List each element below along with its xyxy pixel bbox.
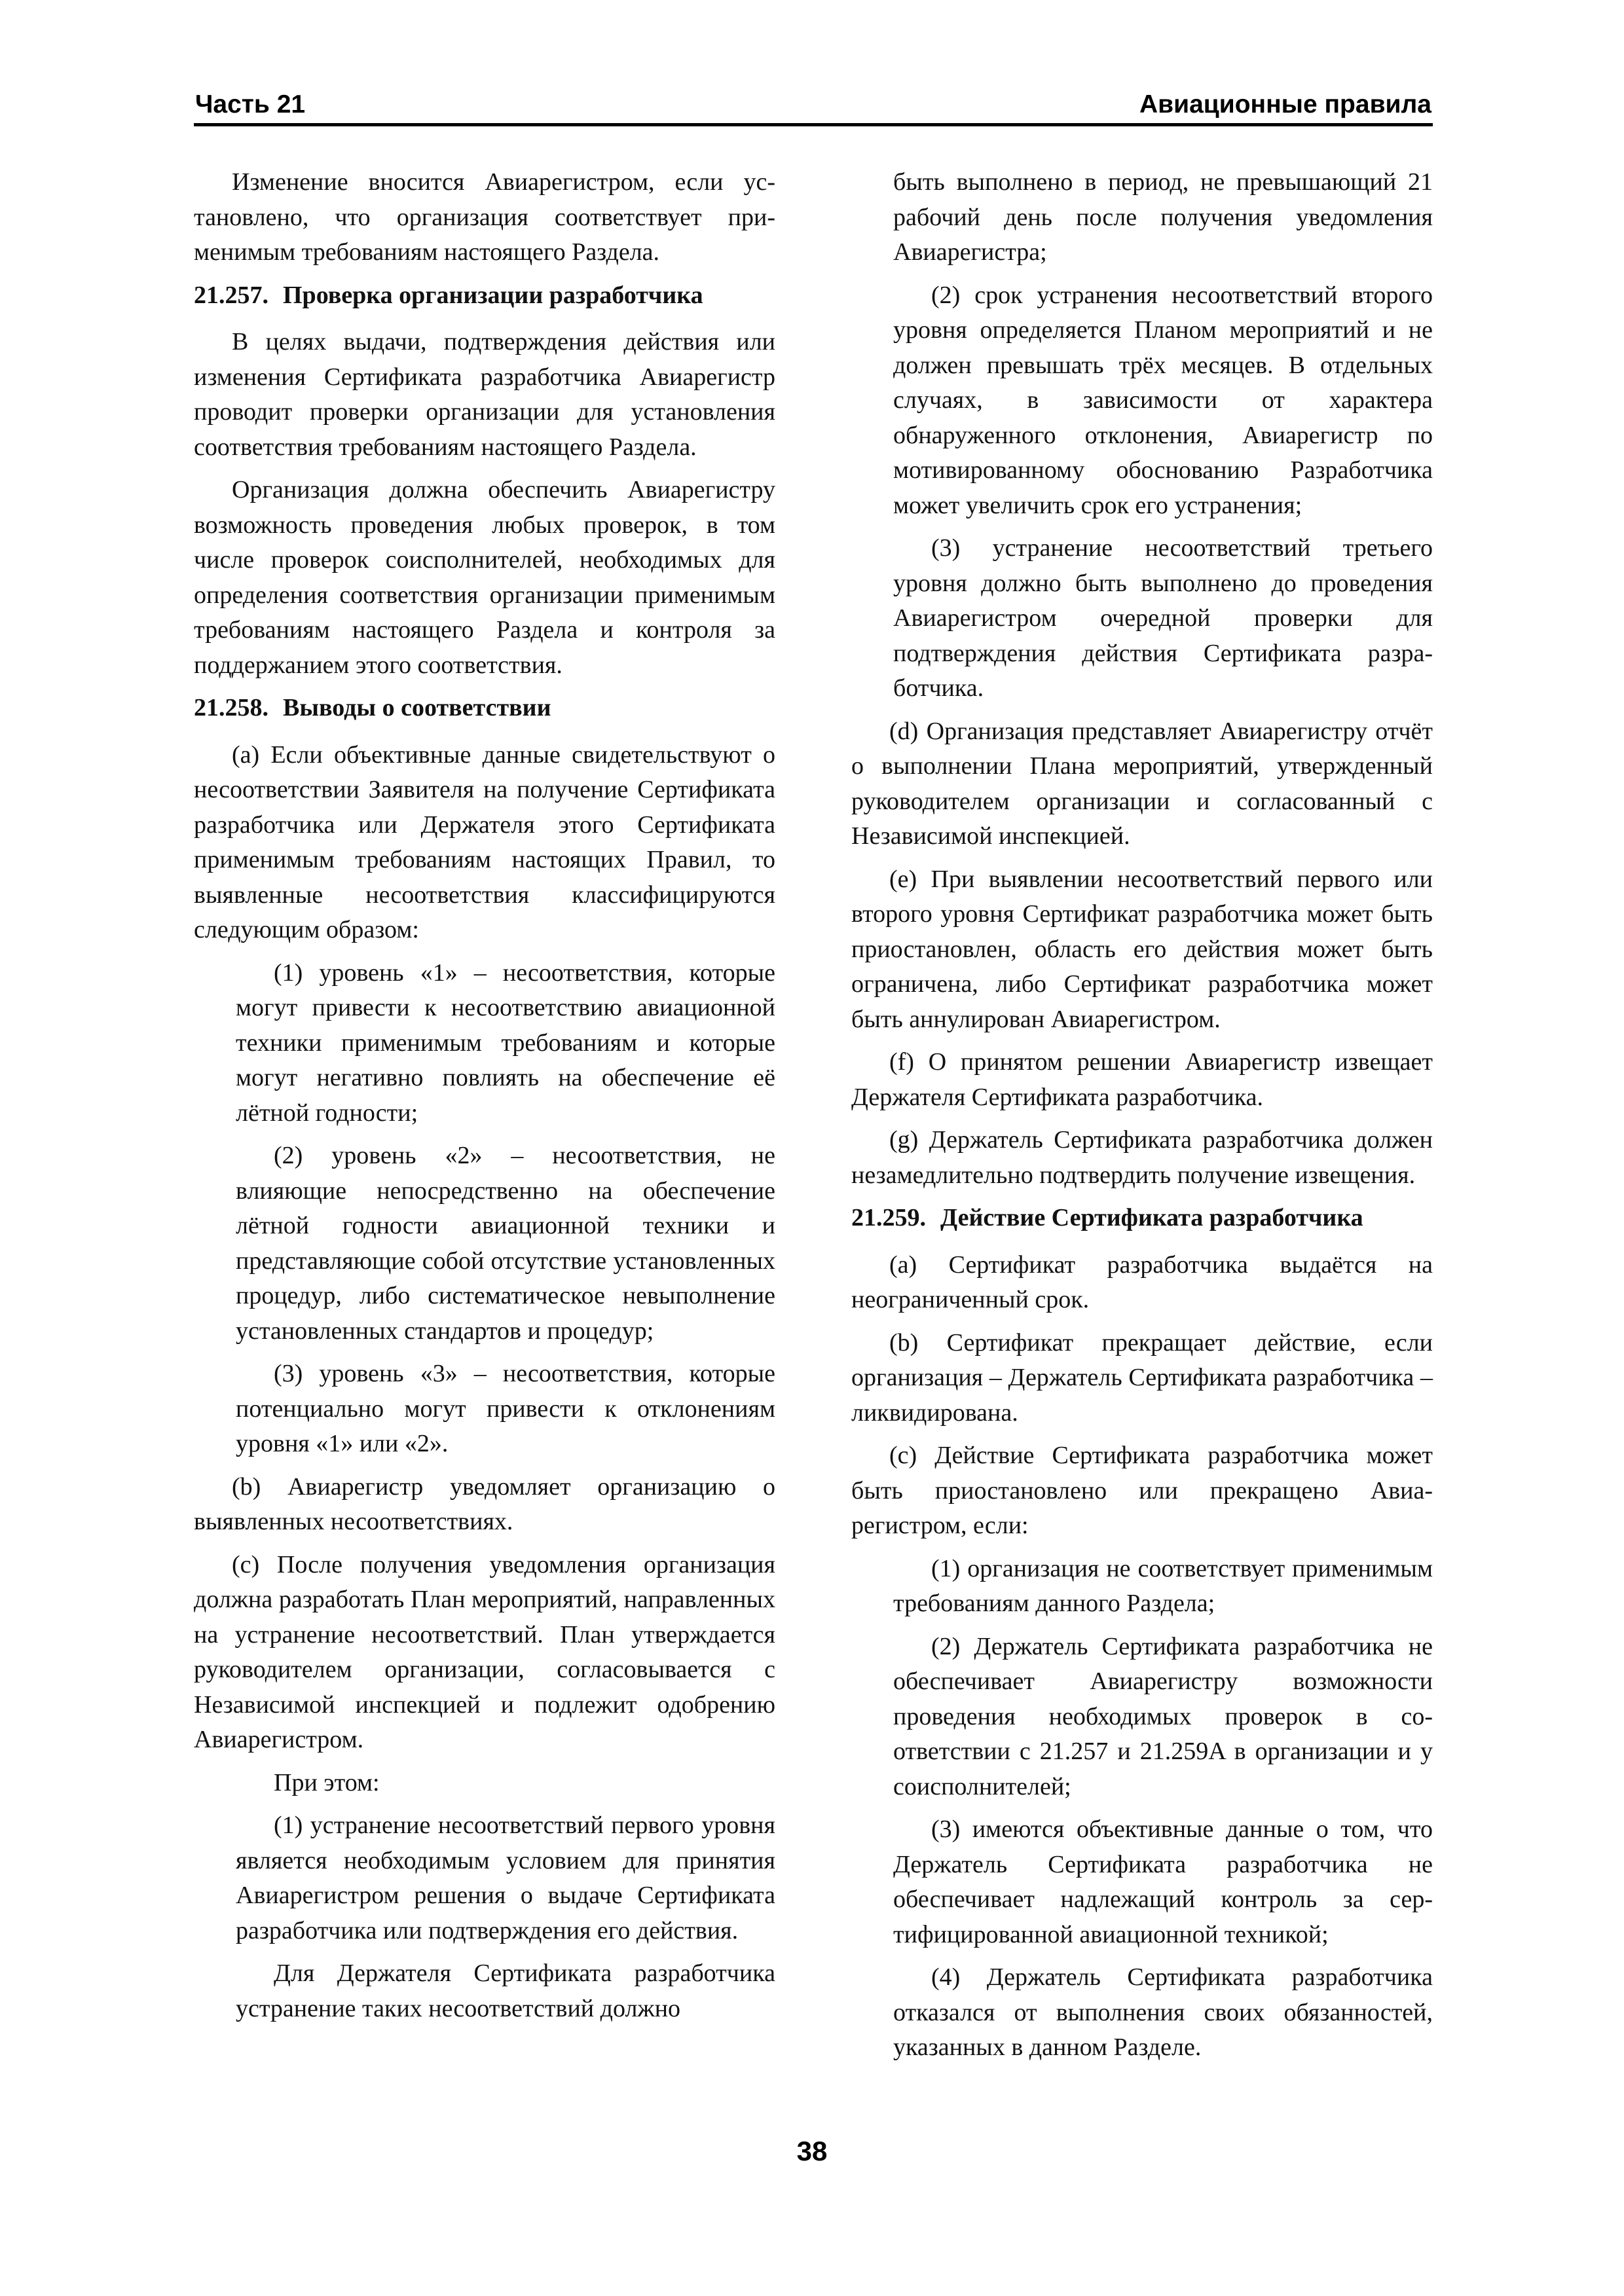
subclause-2: (2) срок устранения несоответствий второго уровня определяется Планом мероприятий и не должен превышать трёх месяцев. В отдельных случаях, в зависимости от характера обнаруженного отклонения, Авиарегистр по мотивированному обоснованию Разработчика может увеличить срок его устранения;: [893, 281, 1433, 519]
page-number: 38: [796, 2136, 828, 2166]
section-title: Действие Сертификата разработчика: [940, 1204, 1363, 1231]
clause-b: (b) Сертификат прекращает действие, если организация – Держатель Сертификата разработчика – ликвидирована.: [851, 1328, 1433, 1427]
paragraph: Организация должна обеспечить Авиарегистру возможность проведения любых проверок, в том числе проверок соисполнителей, необходимых для определения соответствия организации применимым требованиям настоящего Раздела и контроля за поддержанием этого соответствия.: [194, 476, 775, 679]
subclause-1: (1) уровень «1» – несоответствия, которые могут привести к несоответствию авиационной техники применимым требованиям и которые могут негативно повлиять на обеспечение её лётной годности;: [236, 958, 775, 1127]
running-header: [194, 84, 1433, 126]
clause-g: (g) Держатель Сертификата разработчика должен незамедлительно подтвердить получение извещения.: [851, 1126, 1433, 1189]
subclause-1-continued: Для Держателя Сертификата разработчика устранение таких несоответствий должно: [236, 1959, 775, 2022]
subclause-3: (3) уровень «3» – несоответствия, которые потенциально могут привести к отклонениям уровня «1» или «2».: [236, 1360, 775, 1457]
clause-c: (c) После получения уведомления организация должна разработать План мероприятий, направленных на устранение несоответствий. План утверждается руководителем организации, согласовывается с Независимой инспекцией и подлежит одобрению Авиарегистром.: [194, 1550, 775, 1753]
section-heading-21-258: [194, 691, 775, 726]
clause-c-intro: При этом:: [274, 1768, 380, 1796]
subclause-2: (2) уровень «2» – несоответствия, не влияющие непосредственно на обеспечение лётной годности авиационной техники и представляющие собой отсутствие установленных процедур, либо систематическое невыполнение установленных стандартов и процедур;: [236, 1142, 775, 1345]
subclause-4: (4) Держатель Сертификата разработчика отказался от выполнения своих обязанностей, указанных в данном Разделе.: [893, 1963, 1433, 2061]
header-book-title: Авиационные правила: [1139, 90, 1431, 118]
section-number: 21.259.: [851, 1204, 926, 1231]
left-column: [194, 165, 775, 2034]
subclause-2: (2) Держатель Сертификата разработчика не обеспечивает Авиарегистру возможности проведения необходимых проверок в соответствии с 21.257 и 21.259A в организации и у соисполнителей;: [893, 1632, 1433, 1800]
section-heading-21-259: [851, 1201, 1433, 1236]
clause-d: (d) Организация представляет Авиарегистру отчёт о выполнении Плана мероприятий, утвержденный руководителем организации и согласованный с Независимой инспекцией.: [851, 717, 1433, 850]
clause-a: (a) Если объективные данные свидетельствуют о несоответствии Заявителя на получение Сертификата разработчика или Держателя этого Сертификата применимым требованиям настоящих Правил, то выявленные несоответствия классифицируются следующим образом:: [194, 740, 775, 943]
paragraph: Изменение вносится Авиарегистром, если установлено, что организация соответствует применимым требованиям настоящего Раздела.: [194, 168, 775, 266]
section-title: Проверка организации разработчика: [283, 281, 703, 309]
section-number: 21.258.: [194, 694, 268, 721]
clause-a: (a) Сертификат разработчика выдаётся на неограниченный срок.: [851, 1250, 1433, 1313]
header-part-label: Часть 21: [195, 90, 306, 118]
clause-b: (b) Авиарегистр уведомляет организацию о выявленных несоответствиях.: [194, 1472, 775, 1535]
subclause-3: (3) имеются объективные данные о том, что Держатель Сертификата разработчика не обеспечивает надлежащий контроль за сертифицированной авиационной техникой;: [893, 1815, 1433, 1948]
subclause-1: (1) организация не соответствует применимым требованиям данного Раздела;: [893, 1554, 1433, 1617]
clause-f: (f) О принятом решении Авиарегистр извещает Держателя Сертификата разработчика.: [851, 1048, 1433, 1111]
section-number: 21.257.: [194, 281, 268, 309]
section-heading-21-257: [194, 278, 775, 314]
subclause-1-continued: быть выполнено в период, не превышающий 21 рабочий день после получения уведомления Авиарегистра;: [893, 168, 1433, 266]
section-title: Выводы о соответствии: [283, 694, 551, 721]
subclause-1: (1) устранение несоответствий первого уровня является необходимым условием для принятия Авиарегистром решения о выдаче Сертификата разработчика или подтверждения его действия.: [236, 1812, 775, 1944]
clause-e: (e) При выявлении несоответствий первого или второго уровня Сертификат разработчика может быть приостановлен, область его действия может быть ограничена, либо Сертификат разработчика может быть аннулирован Авиарегистром.: [851, 865, 1433, 1033]
clause-c: (c) Действие Сертификата разработчика может быть приостановлено или прекращено Авиарегистром, если:: [851, 1442, 1433, 1539]
right-column: [851, 165, 1433, 2073]
paragraph: В целях выдачи, подтверждения действия или изменения Сертификата разработчика Авиарегистр проводит проверки организации для установления соответствия требованиям настоящего Раздела.: [194, 328, 775, 461]
subclause-3: (3) устранение несоответствий третьего уровня должно быть выполнено до проведения Авиарегистром очередной проверки для подтверждения действия Сертификата разработчика.: [893, 534, 1433, 702]
